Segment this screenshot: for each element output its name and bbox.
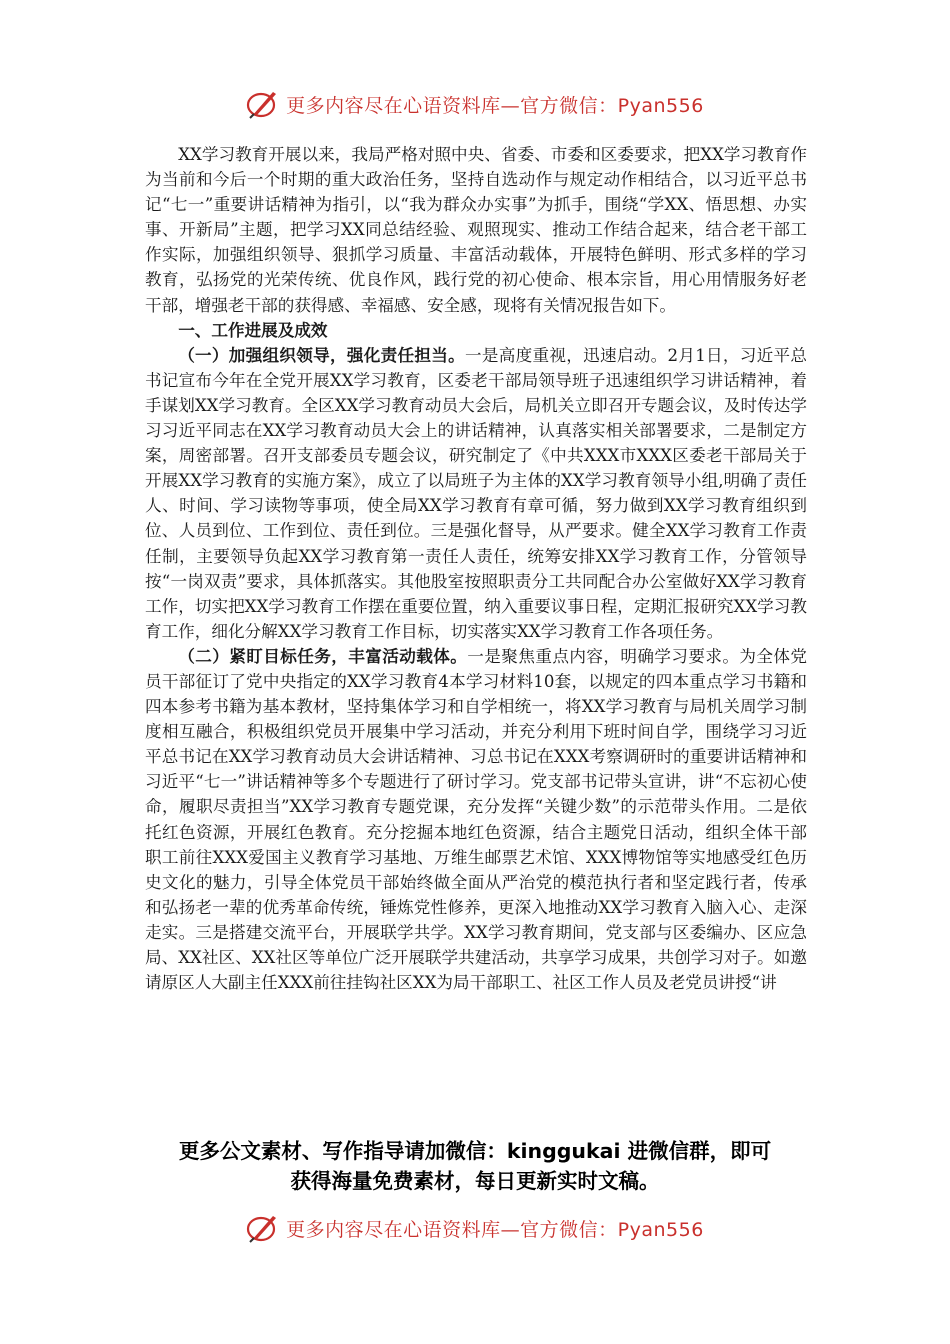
subsection-1-body: 一是高度重视，迅速启动。2月1日，习近平总书记宣布今年在全党开展XX学习教育，区委老干部局领导班子迅速组织学习讲话精神，着手谋划XX学习教育。全区XX学习教育动员大会后，局机关立即召开专题会议，及时传达学习习近平同志在XX学习教育动员大会上的讲话精神，认真落实相关部署要求，二是制定方案，周密部署。召开支部委员专题会议，研究制定了《中共XXX市XXX区委老干部局关于开展XX学习教育的实施方案》，成立了以局班子为主体的XX学习教育领导小组,明确了责任人、时间、学习读物等事项，使全局XX学习教育有章可循，努力做到XX学习教育组织到位、人员到位、工作到位、责任到位。三是强化督导，从严要求。健全XX学习教育工作责任制，主要领导负起XX学习教育第一责任人责任，统筹安排XX学习教育工作，分管领导按“一岗双责”要求，具体抓落实。其他股室按照职责分工共同配合办公室做好XX学习教育工作，切实把XX学习教育工作摆在重要位置，纳入重要议事日程，定期汇报研究XX学习教育工作，细化分解XX学习教育工作目标，切实落实XX学习教育工作各项任务。 bbox=[145, 345, 808, 641]
promo-notice bbox=[0, 1136, 950, 1196]
watermark-text: 更多内容尽在心语资料库—官方微信：Pyan556 bbox=[286, 1218, 704, 1241]
intro-paragraph: XX学习教育开展以来，我局严格对照中央、省委、市委和区委要求，把XX学习教育作为当前和今后一个时期的重大政治任务，坚持自选动作与规定动作相结合，以习近平总书记“七一”重要讲话精神为指引，以“我为群众办实事”为抓手，围绕“学XX、悟思想、办实事、开新局”主题，把学习XX同总结经验、观照现实、推动工作结合起来，结合老干部工作实际，加强组织领导、狠抓学习质量、丰富活动载体，开展特色鲜明、形式多样的学习教育，弘扬党的光荣传统、优良作风，践行党的初心使命、根本宗旨，用心用情服务好老干部，增强老干部的获得感、幸福感、安全感，现将有关情况报告如下。 bbox=[145, 145, 807, 315]
subsection-2-paragraph bbox=[145, 644, 807, 995]
document-body bbox=[145, 142, 807, 995]
promo-line-1: 更多公文素材、写作指导请加微信：kinggukai 进微信群，即可 bbox=[178, 1139, 772, 1163]
watermark-text: 更多内容尽在心语资料库—官方微信：Pyan556 bbox=[286, 94, 704, 117]
subsection-2-body: 一是聚焦重点内容，明确学习要求。为全体党员干部征订了党中央指定的XX学习教育4本学习材料10套，以规定的四本重点学习书籍和四本参考书籍为基本教材，坚持集体学习和自学相统一，将XX学习教育与局机关周学习制度相互融合，积极组织党员开展集中学习活动，并充分利用下班时间自学，围绕学习习近平总书记在XX学习教育动员大会讲话精神、习总书记在XXX考察调研时的重要讲话精神和习近平“七一”讲话精神等多个专题进行了研讨学习。党支部书记带头宣讲，讲“不忘初心使命，履职尽责担当”XX学习教育专题党课，充分发挥“关键少数”的示范带头作用。二是依托红色资源，开展红色教育。充分挖掘本地红色资源，结合主题党日活动，组织全体干部职工前往XXX爱国主义教育学习基地、万维生邮票艺术馆、XXX博物馆等实地感受红色历史文化的魅力，引导全体党员干部始终做全面从严治党的模范执行者和坚定践行者，传承和弘扬老一辈的优秀革命传统，锤炼党性修养，更深入地推动XX学习教育入脑入心、走深走实。三是搭建交流平台，开展联学共学。XX学习教育期间，党支部与区委编办、区应急局、XX社区、XX社区等单位广泛开展联学共建活动，共享学习成果，共创学习对子。如邀请原区人大副主任XXX前往挂钩社区XX为局干部职工、社区工作人员及老党员讲授“讲 bbox=[145, 646, 808, 993]
quill-pen-logo-icon bbox=[246, 89, 280, 119]
promo-line-2: 获得海量免费素材，每日更新实时文稿。 bbox=[290, 1169, 660, 1193]
wechat-id: Pyan556 bbox=[617, 94, 704, 117]
footer-watermark-banner bbox=[0, 1210, 950, 1246]
quill-pen-logo-icon bbox=[246, 1213, 280, 1243]
subsection-1-title: （一）加强组织领导，强化责任担当。 bbox=[178, 345, 466, 365]
wechat-id: Pyan556 bbox=[617, 1218, 704, 1241]
subsection-2-title: （二）紧盯目标任务，丰富活动载体。 bbox=[178, 646, 468, 666]
section-heading-progress: 一、工作进展及成效 bbox=[178, 320, 328, 340]
header-watermark-banner bbox=[0, 86, 950, 122]
subsection-1-paragraph bbox=[145, 343, 807, 644]
